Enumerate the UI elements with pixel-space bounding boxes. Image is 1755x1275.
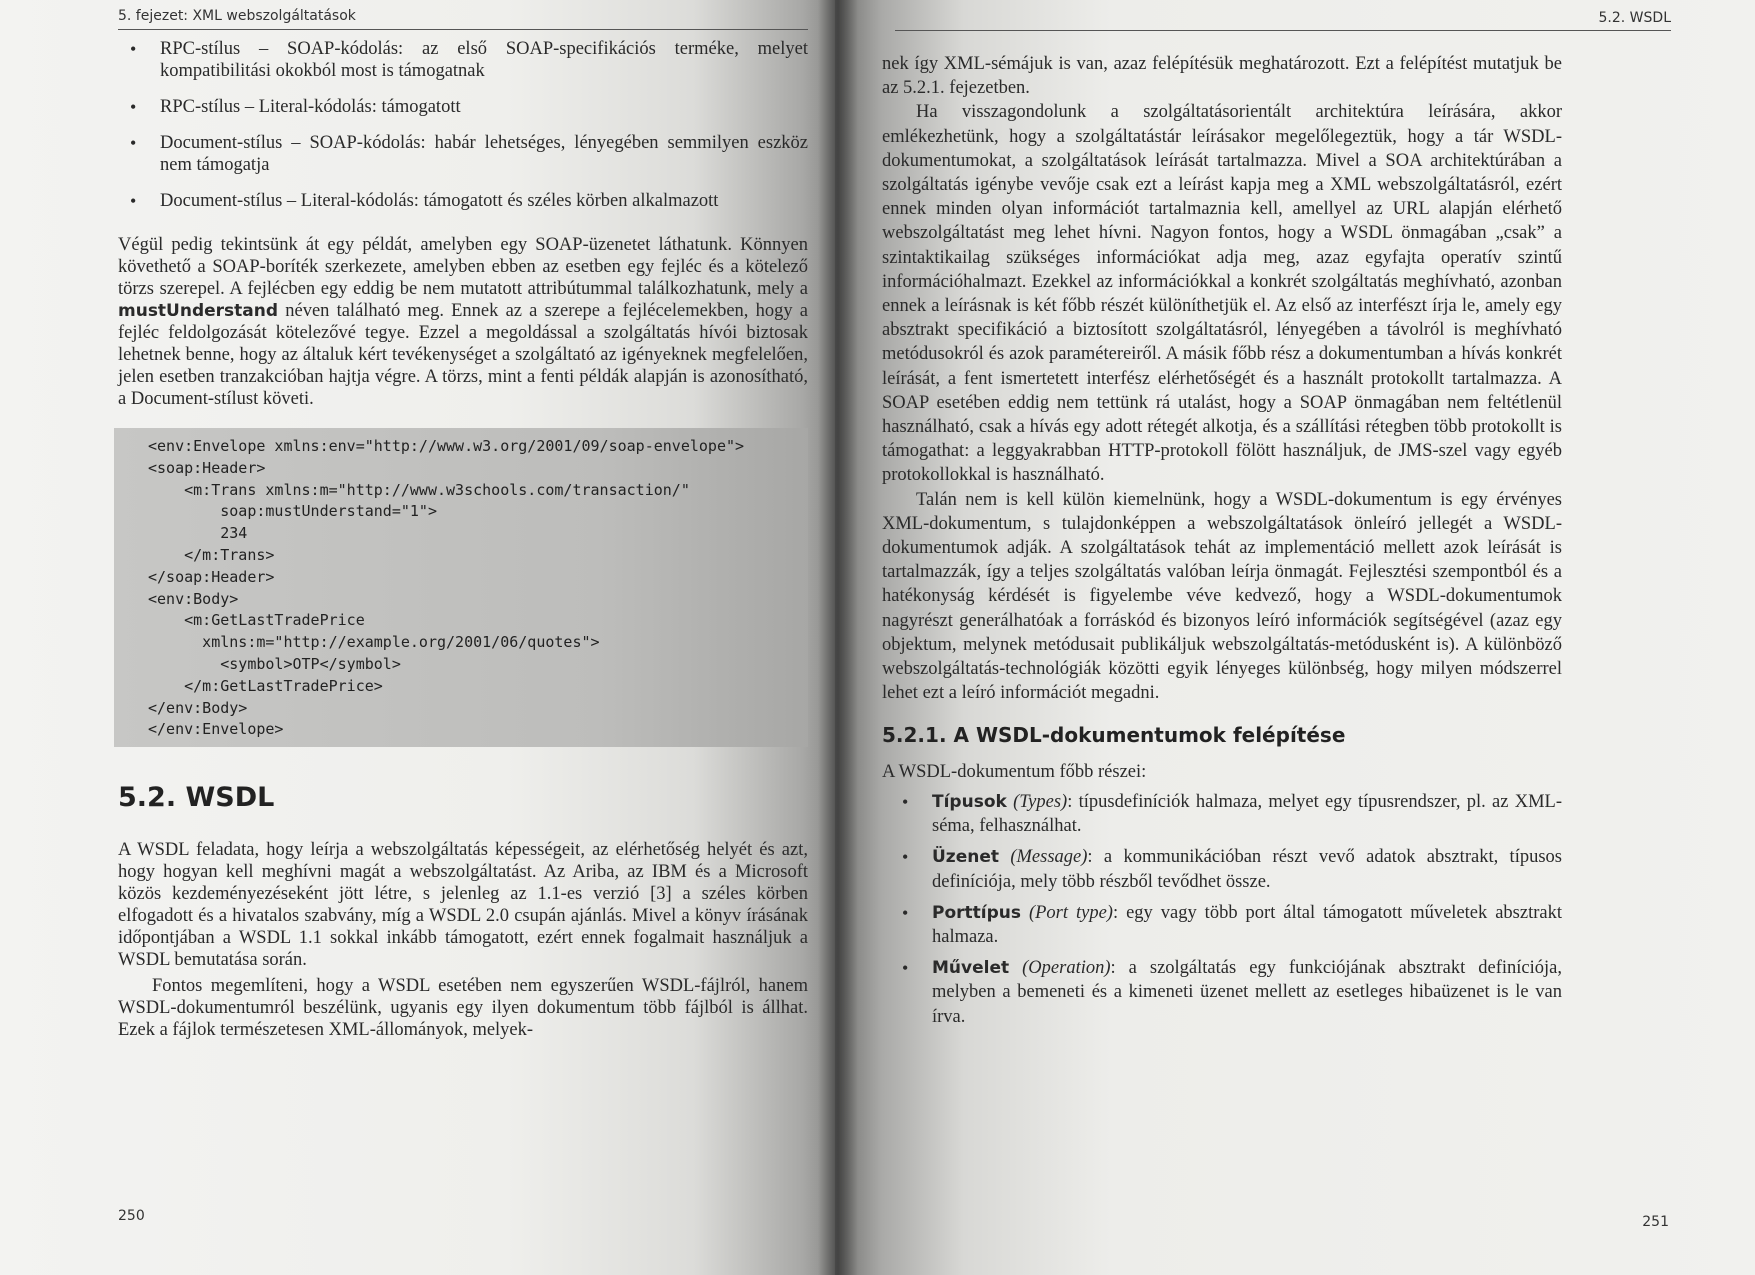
list-item: • Document-stílus – SOAP-kódolás: habár lehetséges, lényegében semmilyen eszköz nem támogatja — [160, 132, 808, 176]
running-head-left: 5. fejezet: XML webszolgáltatások — [118, 8, 356, 24]
header-rule-left — [118, 29, 808, 30]
term: Művelet — [932, 958, 1010, 979]
paragraph-text: néven található meg. Ennek az a szerepe a fejlécelemekben, hogy a fejléc feldolgozását kötelezővé tegye. Ezzel a megoldással a szolgáltatás hívói biztosak lehetnek benne, hogy az általuk kért tevékenységet a szolgáltató az igényeknek megfelelően, jelen esetben tranzakcióban hajtja végre. A törzs, mint a fenti példák alapján is azonosítható, a Document-stílust követi. — [118, 301, 808, 409]
list-item — [932, 845, 1562, 893]
term-english: (Message) — [1010, 847, 1088, 868]
soap-code-listing: <env:Envelope xmlns:env="http://www.w3.org/2001/09/soap-envelope"> <soap:Header> <m:Trans xmlns:m="http://www.w3schools.com/transaction/" soap:mustUnderstand="1"> 234 </m:Trans> </soap:Header> <env:Body> <m:GetLastTradePrice xmlns:m="http://example.org/2001/06/quotes"> <symbol>OTP</symbol> </m:GetLastTradePrice> </env:Body> </env:Envelope> — [114, 428, 808, 747]
book-gutter-shadow — [818, 0, 858, 1275]
term-description: : a szolgáltatás egy funkciójának absztrakt definíciója, melyben a bemeneti és a kimeneti üzenet mellett az esetleges hibaüzenet is le van írva. — [932, 958, 1562, 1027]
page-number-right: 251 — [1642, 1214, 1669, 1230]
list-item — [932, 901, 1562, 949]
running-head-right: 5.2. WSDL — [1598, 10, 1671, 26]
list-item — [932, 956, 1562, 1029]
left-page-body — [118, 38, 808, 1041]
paragraph-text: Végül pedig tekintsünk át egy példát, amelyben egy SOAP-üzenetet láthatunk. Könnyen követhető a SOAP-boríték szerkezete, amelyben ebben az esetben egy fejléc és a kötelező törzs szerepel. A fejlécben egy eddig be nem mutatott attribútummal találkozhatunk, mely a — [118, 235, 808, 299]
mustunderstand-term: mustUnderstand — [118, 301, 279, 321]
body-paragraph: Talán nem is kell külön kiemelnünk, hogy a WSDL-dokumentum is egy érvényes XML-dokumentum, s tulajdonképpen a webszolgáltatások önleíró jellegét a WSDL-dokumentumok adják. A szolgáltatások tehát az implementáció mellett azok leírását is tartalmazzák, így a teljes szolgáltatás valóban leírja önmagát. Fejlesztési szempontból és a hatékonyság kérdését is figyelembe véve kedvező, hogy a WSDL-dokumentumok nagyrészt generálhatóak a forráskód és bizonyos leíró információk segítségével (azaz egy objektum, melynek metódusait publikáljuk webszolgáltatás-metódusként is). A különböző webszolgáltatás-technológiák közötti egyik lényeges különbség, hogy milyen módszerrel lehet ezt a leíró információt megadni. — [882, 489, 1562, 704]
list-item: • Document-stílus – Literal-kódolás: támogatott és széles körben alkalmazott — [160, 190, 808, 212]
list-item — [932, 790, 1562, 838]
parts-intro: A WSDL-dokumentum főbb részei: — [882, 761, 1147, 782]
body-paragraph: Ha visszagondolunk a szolgáltatásorientált architektúra leírására, akkor emlékezhetünk, hogy a szolgáltatástár leírásakor megelőlegeztük, hogy a tár WSDL-dokumentumokat, a szolgáltatások leírását tartalmazza. Mivel a SOA architektúrában a szolgáltatás igénybe vevője csak ezt a leírást kapja meg a XML webszolgáltatásról, ezért ennek minden olyan információt tartalmaznia kell, amellyel az URL alapján elérhető webszolgáltatást meg lehet hívni. Nagyon fontos, hogy a WSDL önmagában „csak” a szintaktikailag szükséges információkat adja meg, azaz egyfajta operatív szintű információhalmazt. Ezekkel az információkkal a konkrét szolgáltatás meghívható, azonban ennek a leírásnak is két főbb részét különíthetjük el. Az első az interfészt írja le, amely egy absztrakt specifikáció a biztosított szolgáltatásról, lényegében a távolról is meghívható metódusokról és azok paramétereiről. A másik főbb rész a dokumentumban a hívás konkrét leírását, a fent ismertetett interfész elérhetőségét és a használt protokollt tartalmazza. A SOAP esetében eddig nem tettünk rá utalást, hogy a SOAP önmagában nem feltétlenül használható, csak a hívás egy adott rétegét alkotja, és a szállítási rétegben több protokollt is támogathat: a leggyakrabban HTTP-protokoll fölött használjuk, de JMS-szel vagy egyéb protokollokkal is használható. — [882, 102, 1562, 486]
term-description: : típusdefiníciók halmaza, melyet egy típusrendszer, pl. az XML-séma, felhasználhat. — [932, 791, 1563, 837]
section-heading: 5.2. WSDL — [118, 782, 275, 814]
term: Típusok — [932, 791, 1007, 812]
subsection-heading: 5.2.1. A WSDL-dokumentumok felépítése — [882, 723, 1346, 748]
right-page-body — [882, 52, 1562, 1036]
wsdl-paragraph: Fontos megemlíteni, hogy a WSDL esetében nem egyszerűen WSDL-fájlról, hanem WSDL-dokumentumról beszélünk, ugyanis egy ilyen dokumentum több fájlból is állhat. Ezek a fájlok természetesen XML-állományok, melyek- — [118, 976, 808, 1041]
term: Üzenet — [932, 847, 999, 868]
term-english: (Types) — [1013, 791, 1068, 812]
list-item: • RPC-stílus – Literal-kódolás: támogatott — [160, 96, 808, 118]
wsdl-parts-list — [882, 790, 1562, 1029]
list-item: • RPC-stílus – SOAP-kódolás: az első SOAP-specifikációs terméke, melyet kompatibilitási okokból most is támogatnak — [160, 38, 808, 82]
term: Porttípus — [932, 902, 1021, 923]
soap-example-paragraph — [118, 234, 808, 410]
term-english: (Operation) — [1022, 958, 1111, 979]
header-rule-right — [895, 30, 1671, 31]
page-number-left: 250 — [118, 1208, 145, 1224]
encoding-style-list — [118, 38, 808, 212]
term-english: (Port type) — [1028, 902, 1113, 923]
term-description: : egy vagy több port által támogatott műveletek absztrakt halmaza. — [932, 902, 1562, 947]
left-page — [0, 0, 845, 1275]
wsdl-paragraph: A WSDL feladata, hogy leírja a webszolgáltatás képességeit, az elérhetőség helyét és azt, hogy hogyan kell meghívni magát a webszolgáltatást. Az Ariba, az IBM és a Microsoft közös kezdeményezéseként jött létre, s jelenleg az 1.1-es verzió [3] a széles körben elfogadott és a hivatalos szabvány, míg a WSDL 2.0 csupán ajánlás. Mivel a könyv írásának időpontjában a WSDL 1.1 sokkal inkább támogatott, ezért ennek fogalmait használjuk a WSDL bemutatása során. — [118, 840, 808, 971]
term-description: : a kommunikációban részt vevő adatok absztrakt, típusos definíciója, mely több részből tevődhet össze. — [932, 847, 1562, 892]
body-paragraph: nek így XML-sémájuk is van, azaz felépítésük meghatározott. Ezt a felépítést mutatjuk be az 5.2.1. fejezetben. — [882, 54, 1562, 99]
